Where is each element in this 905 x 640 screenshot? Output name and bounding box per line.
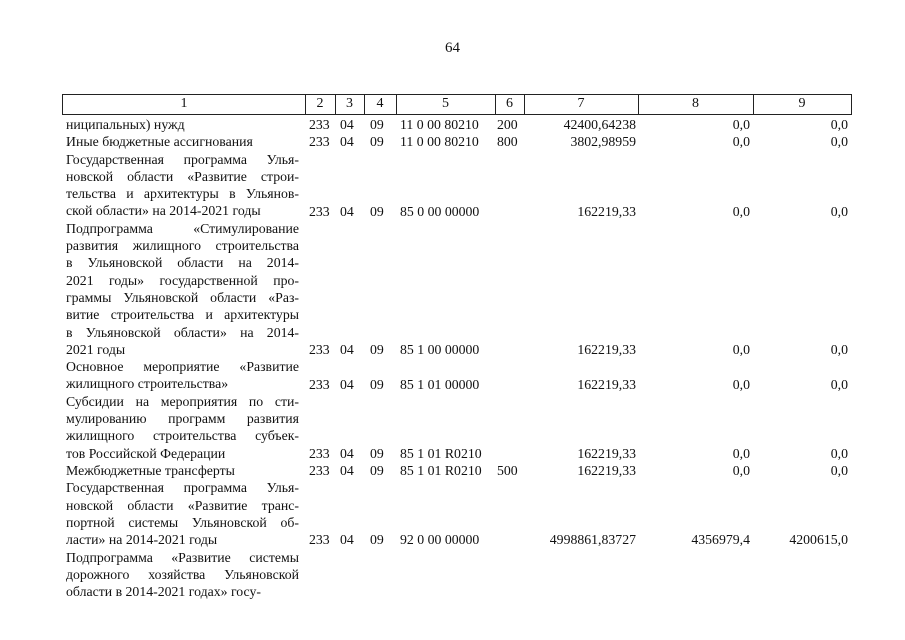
row-description — [66, 393, 299, 462]
cell-col-5: 85 0 00 00000 — [400, 203, 480, 219]
cell-col-9: 0,0 — [830, 117, 848, 132]
description-line: жилищного строительства» — [66, 376, 229, 392]
cell-col-2: 233 — [309, 134, 330, 150]
cell-col-3: 04 — [340, 463, 354, 478]
header-col-2: 2 — [316, 96, 324, 111]
cell-col-7: 162219,33 — [577, 445, 636, 461]
description-line: тельства и архитектуры в Ульянов- — [66, 186, 299, 202]
cell-col-6: 200 — [497, 117, 518, 132]
cell-col-3: 04 — [340, 341, 354, 357]
cell-col-4: 09 — [370, 445, 384, 461]
cell-col-3: 04 — [340, 445, 354, 461]
cell-col-5: 85 1 00 00000 — [400, 341, 480, 357]
cell-col-4: 09 — [370, 463, 384, 478]
cell-col-3: 04 — [340, 117, 354, 132]
cell-col-2: 233 — [309, 532, 330, 548]
cell-col-8: 0,0 — [732, 463, 750, 478]
header-col-5: 5 — [442, 96, 449, 111]
cell-col-5: 85 1 01 00000 — [400, 376, 480, 392]
description-line: 2021 годы» государственной про- — [66, 272, 299, 288]
description-line: граммы Ульяновской области «Раз- — [66, 289, 299, 305]
description-line: Иные бюджетные ассигнования — [66, 134, 253, 150]
cell-col-4: 09 — [370, 117, 384, 132]
cell-col-2: 233 — [309, 376, 330, 392]
cell-col-6: 800 — [497, 134, 518, 150]
page-number: 64 — [445, 40, 460, 56]
description-line: новской области «Развитие строи- — [66, 168, 299, 184]
cell-col-3: 04 — [340, 376, 354, 392]
cell-col-3: 04 — [340, 532, 354, 548]
description-line: мулированию программ развития — [66, 411, 299, 427]
row-description — [66, 133, 299, 150]
cell-col-9: 0,0 — [830, 341, 848, 357]
header-col-3: 3 — [346, 96, 353, 111]
description-line: Подпрограмма «Стимулирование — [66, 220, 299, 236]
description-line: витие строительства и архитектуры — [66, 307, 299, 323]
cell-col-7: 4998861,83727 — [549, 532, 636, 548]
cell-col-8: 0,0 — [732, 376, 750, 392]
table-header — [62, 94, 852, 115]
description-line: Государственная программа Улья- — [66, 480, 299, 496]
description-line: жилищного строительства субъек- — [66, 428, 299, 444]
description-line: 2021 годы — [66, 341, 126, 357]
cell-col-8: 0,0 — [732, 134, 750, 150]
cell-col-9: 0,0 — [830, 134, 848, 150]
cell-col-8: 0,0 — [732, 341, 750, 357]
row-description — [66, 479, 299, 548]
cell-col-9: 0,0 — [830, 463, 848, 478]
cell-col-8: 0,0 — [732, 203, 750, 219]
description-line: ниципальных) нужд — [66, 117, 185, 132]
header-col-8: 8 — [692, 96, 699, 111]
row-description — [66, 151, 299, 220]
cell-col-4: 09 — [370, 203, 384, 219]
cell-col-9: 0,0 — [830, 445, 848, 461]
header-col-7: 7 — [577, 96, 585, 111]
cell-col-4: 09 — [370, 376, 384, 392]
description-line: тов Российской Федерации — [66, 445, 226, 461]
cell-col-5: 85 1 01 R0210 — [400, 463, 482, 478]
header-col-1: 1 — [180, 96, 188, 111]
description-line: Межбюджетные трансферты — [66, 463, 235, 478]
description-line: новской области «Развитие транс- — [66, 497, 299, 513]
row-description — [66, 358, 299, 393]
cell-col-2: 233 — [309, 203, 330, 219]
cell-col-9: 0,0 — [830, 203, 848, 219]
cell-col-5: 92 0 00 00000 — [400, 532, 480, 548]
header-col-4: 4 — [376, 96, 384, 111]
cell-col-4: 09 — [370, 341, 384, 357]
cell-col-7: 162219,33 — [577, 341, 636, 357]
row-description — [66, 462, 299, 479]
description-line: Основное мероприятие «Развитие — [66, 359, 299, 375]
cell-col-7: 42400,64238 — [563, 117, 636, 132]
cell-col-8: 4356979,4 — [691, 532, 750, 548]
cell-col-2: 233 — [309, 341, 330, 357]
description-line: развития жилищного строительства — [66, 238, 299, 254]
cell-col-7: 162219,33 — [577, 376, 636, 392]
cell-col-6: 500 — [497, 463, 518, 478]
header-col-9: 9 — [798, 96, 806, 111]
cell-col-3: 04 — [340, 203, 354, 219]
description-line: в Ульяновской области на 2014- — [66, 255, 299, 271]
row-description — [66, 116, 299, 133]
row-description — [66, 549, 299, 601]
cell-col-7: 3802,98959 — [570, 134, 636, 150]
cell-col-2: 233 — [309, 445, 330, 461]
header-col-6: 6 — [506, 96, 513, 111]
cell-col-8: 0,0 — [732, 117, 750, 132]
description-line: ской области» на 2014-2021 годы — [66, 203, 261, 219]
cell-col-2: 233 — [309, 117, 330, 132]
cell-col-4: 09 — [370, 532, 384, 548]
cell-col-4: 09 — [370, 134, 384, 150]
cell-col-3: 04 — [340, 134, 354, 150]
cell-col-8: 0,0 — [732, 445, 750, 461]
description-line: области в 2014-2021 годах» госу- — [66, 584, 261, 600]
row-description — [66, 220, 299, 358]
description-line: Подпрограмма «Развитие системы — [66, 549, 299, 565]
cell-col-7: 162219,33 — [577, 463, 636, 478]
cell-col-5: 85 1 01 R0210 — [400, 445, 482, 461]
description-line: Государственная программа Улья- — [66, 151, 299, 167]
cell-col-5: 11 0 00 80210 — [400, 117, 479, 132]
cell-col-9: 0,0 — [830, 376, 848, 392]
cell-col-2: 233 — [309, 463, 330, 478]
cell-col-7: 162219,33 — [577, 203, 636, 219]
cell-col-9: 4200615,0 — [789, 532, 848, 548]
description-line: в Ульяновской области» на 2014- — [66, 324, 299, 340]
description-line: портной системы Ульяновской об- — [66, 514, 299, 530]
description-line: Субсидии на мероприятия по сти- — [66, 393, 299, 409]
description-line: ласти» на 2014-2021 годы — [66, 532, 218, 548]
description-line: дорожного хозяйства Ульяновской — [66, 566, 299, 582]
cell-col-5: 11 0 00 80210 — [400, 134, 479, 150]
